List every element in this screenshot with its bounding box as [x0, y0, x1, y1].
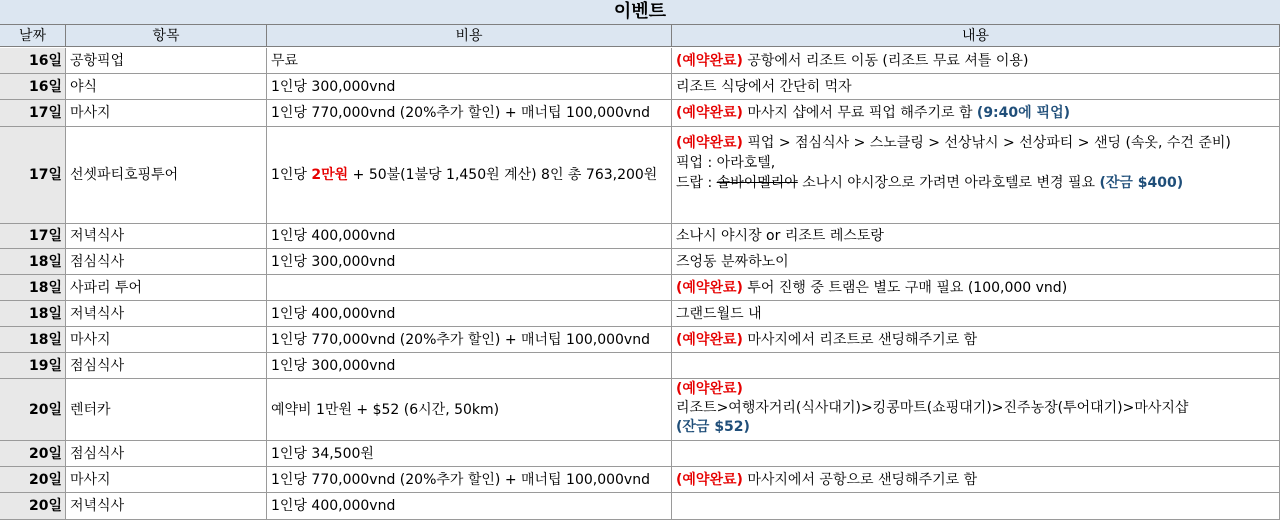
reserved-badge: (예약완료): [676, 135, 743, 151]
cost-highlight: 2만원: [311, 167, 349, 183]
cost-cell[interactable]: [267, 275, 672, 301]
cost-cell[interactable]: 1인당 34,500원: [267, 441, 672, 467]
date-cell[interactable]: 18일: [0, 249, 66, 275]
item-cell[interactable]: 마사지: [66, 327, 267, 353]
cost-prefix: 1인당: [271, 167, 312, 183]
item-cell[interactable]: 야식: [66, 74, 267, 100]
content-cell[interactable]: [672, 493, 1280, 520]
cost-cell[interactable]: 무료: [267, 48, 672, 74]
header-item[interactable]: 항목: [66, 25, 267, 47]
content-cell[interactable]: [672, 441, 1280, 467]
date-cell[interactable]: 18일: [0, 275, 66, 301]
cost-cell[interactable]: 1인당 400,000vnd: [267, 224, 672, 249]
content-text: 소나시 야시장으로 가려면 아라호텔로 변경 필요: [797, 175, 1100, 191]
cost-cell[interactable]: 1인당 300,000vnd: [267, 249, 672, 275]
item-cell[interactable]: 점심식사: [66, 441, 267, 467]
date-cell[interactable]: 20일: [0, 493, 66, 520]
cost-cell[interactable]: [267, 127, 672, 224]
balance-note: (잔금 $400): [1099, 175, 1184, 191]
content-cell[interactable]: 리조트 식당에서 간단히 먹자: [672, 74, 1280, 100]
content-text: 마사지에서 공항으로 샌딩해주기로 함: [742, 471, 978, 488]
item-cell[interactable]: 점심식사: [66, 353, 267, 379]
item-cell[interactable]: 공항픽업: [66, 48, 267, 74]
item-cell[interactable]: 저녁식사: [66, 301, 267, 327]
cost-suffix: + 50불(1불당 1,450원 계산) 8인 총 763,200원: [348, 167, 658, 183]
content-text: 공항에서 리조트 이동 (리조트 무료 셔틀 이용): [742, 52, 1029, 69]
content-text: 마사지에서 리조트로 샌딩해주기로 함: [742, 331, 978, 348]
cost-cell[interactable]: 예약비 1만원 + $52 (6시간, 50km): [267, 379, 672, 441]
date-cell[interactable]: 17일: [0, 224, 66, 249]
content-cell[interactable]: [672, 100, 1280, 127]
item-cell[interactable]: 저녁식사: [66, 224, 267, 249]
content-cell[interactable]: [672, 327, 1280, 353]
reserved-badge: (예약완료): [676, 105, 743, 121]
cost-cell[interactable]: 1인당 400,000vnd: [267, 301, 672, 327]
date-cell[interactable]: 17일: [0, 100, 66, 127]
content-cell[interactable]: 소나시 야시장 or 리조트 레스토랑: [672, 224, 1280, 249]
header-date[interactable]: 날짜: [0, 25, 66, 47]
content-line: 픽업 : 아라호텔,: [676, 155, 776, 171]
reserved-badge: (예약완료): [676, 331, 743, 348]
content-line: [676, 133, 1279, 153]
date-cell[interactable]: 20일: [0, 379, 66, 441]
reserved-badge: (예약완료): [676, 471, 743, 488]
cost-cell[interactable]: 1인당 400,000vnd: [267, 493, 672, 520]
reserved-badge: (예약완료): [676, 279, 743, 296]
content-cell[interactable]: 즈엉동 분짜하노이: [672, 249, 1280, 275]
item-cell[interactable]: 렌터카: [66, 379, 267, 441]
item-cell[interactable]: 선셋파티호핑투어: [66, 127, 267, 224]
content-cell[interactable]: [672, 275, 1280, 301]
date-cell[interactable]: 16일: [0, 48, 66, 74]
cost-cell[interactable]: 1인당 300,000vnd: [267, 353, 672, 379]
content-text: 마사지 샵에서 무료 픽업 해주기로 함: [742, 105, 977, 121]
content-cell[interactable]: [672, 48, 1280, 74]
cost-cell[interactable]: 1인당 770,000vnd (20%추가 할인) + 매너팁 100,000vnd: [267, 327, 672, 353]
date-cell[interactable]: 17일: [0, 127, 66, 224]
item-cell[interactable]: 점심식사: [66, 249, 267, 275]
item-cell[interactable]: 마사지: [66, 467, 267, 493]
cost-cell[interactable]: 1인당 770,000vnd (20%추가 할인) + 매너팁 100,000vnd: [267, 100, 672, 127]
struck-hotel: 솔바이멜리아: [716, 175, 798, 191]
item-cell[interactable]: 저녁식사: [66, 493, 267, 520]
content-cell[interactable]: [672, 467, 1280, 493]
sheet-title: 이벤트: [0, 0, 1280, 25]
content-line: [676, 418, 1279, 437]
content-cell[interactable]: [672, 127, 1280, 224]
cost-cell[interactable]: 1인당 300,000vnd: [267, 74, 672, 100]
date-cell[interactable]: 18일: [0, 327, 66, 353]
content-line: [676, 380, 1279, 399]
date-cell[interactable]: 18일: [0, 301, 66, 327]
content-cell[interactable]: 그랜드월드 내: [672, 301, 1280, 327]
header-cost[interactable]: 비용: [267, 25, 672, 47]
drop-label: 드랍 :: [676, 175, 717, 191]
balance-note: (잔금 $52): [676, 419, 750, 435]
date-cell[interactable]: 16일: [0, 74, 66, 100]
content-text: 투어 진행 중 트램은 별도 구매 필요 (100,000 vnd): [742, 279, 1068, 296]
reserved-badge: (예약완료): [676, 52, 743, 69]
item-cell[interactable]: 사파리 투어: [66, 275, 267, 301]
item-cell[interactable]: 마사지: [66, 100, 267, 127]
content-cell[interactable]: [672, 379, 1280, 441]
date-cell[interactable]: 19일: [0, 353, 66, 379]
content-line: 리조트>여행자거리(식사대기)>킹콩마트(쇼핑대기)>진주농장(투어대기)>마사지샵: [676, 400, 1189, 416]
header-content[interactable]: 내용: [672, 25, 1280, 47]
reserved-badge: (예약완료): [676, 381, 743, 397]
content-text: 픽업 > 점심식사 > 스노클링 > 선상낚시 > 선상파티 > 샌딩 (속옷, 수건 준비): [742, 135, 1231, 151]
content-cell[interactable]: [672, 353, 1280, 379]
date-cell[interactable]: 20일: [0, 467, 66, 493]
content-line: [676, 173, 1279, 193]
date-cell[interactable]: 20일: [0, 441, 66, 467]
pickup-time-note: (9:40에 픽업): [976, 105, 1070, 121]
cost-cell[interactable]: 1인당 770,000vnd (20%추가 할인) + 매너팁 100,000vnd: [267, 467, 672, 493]
